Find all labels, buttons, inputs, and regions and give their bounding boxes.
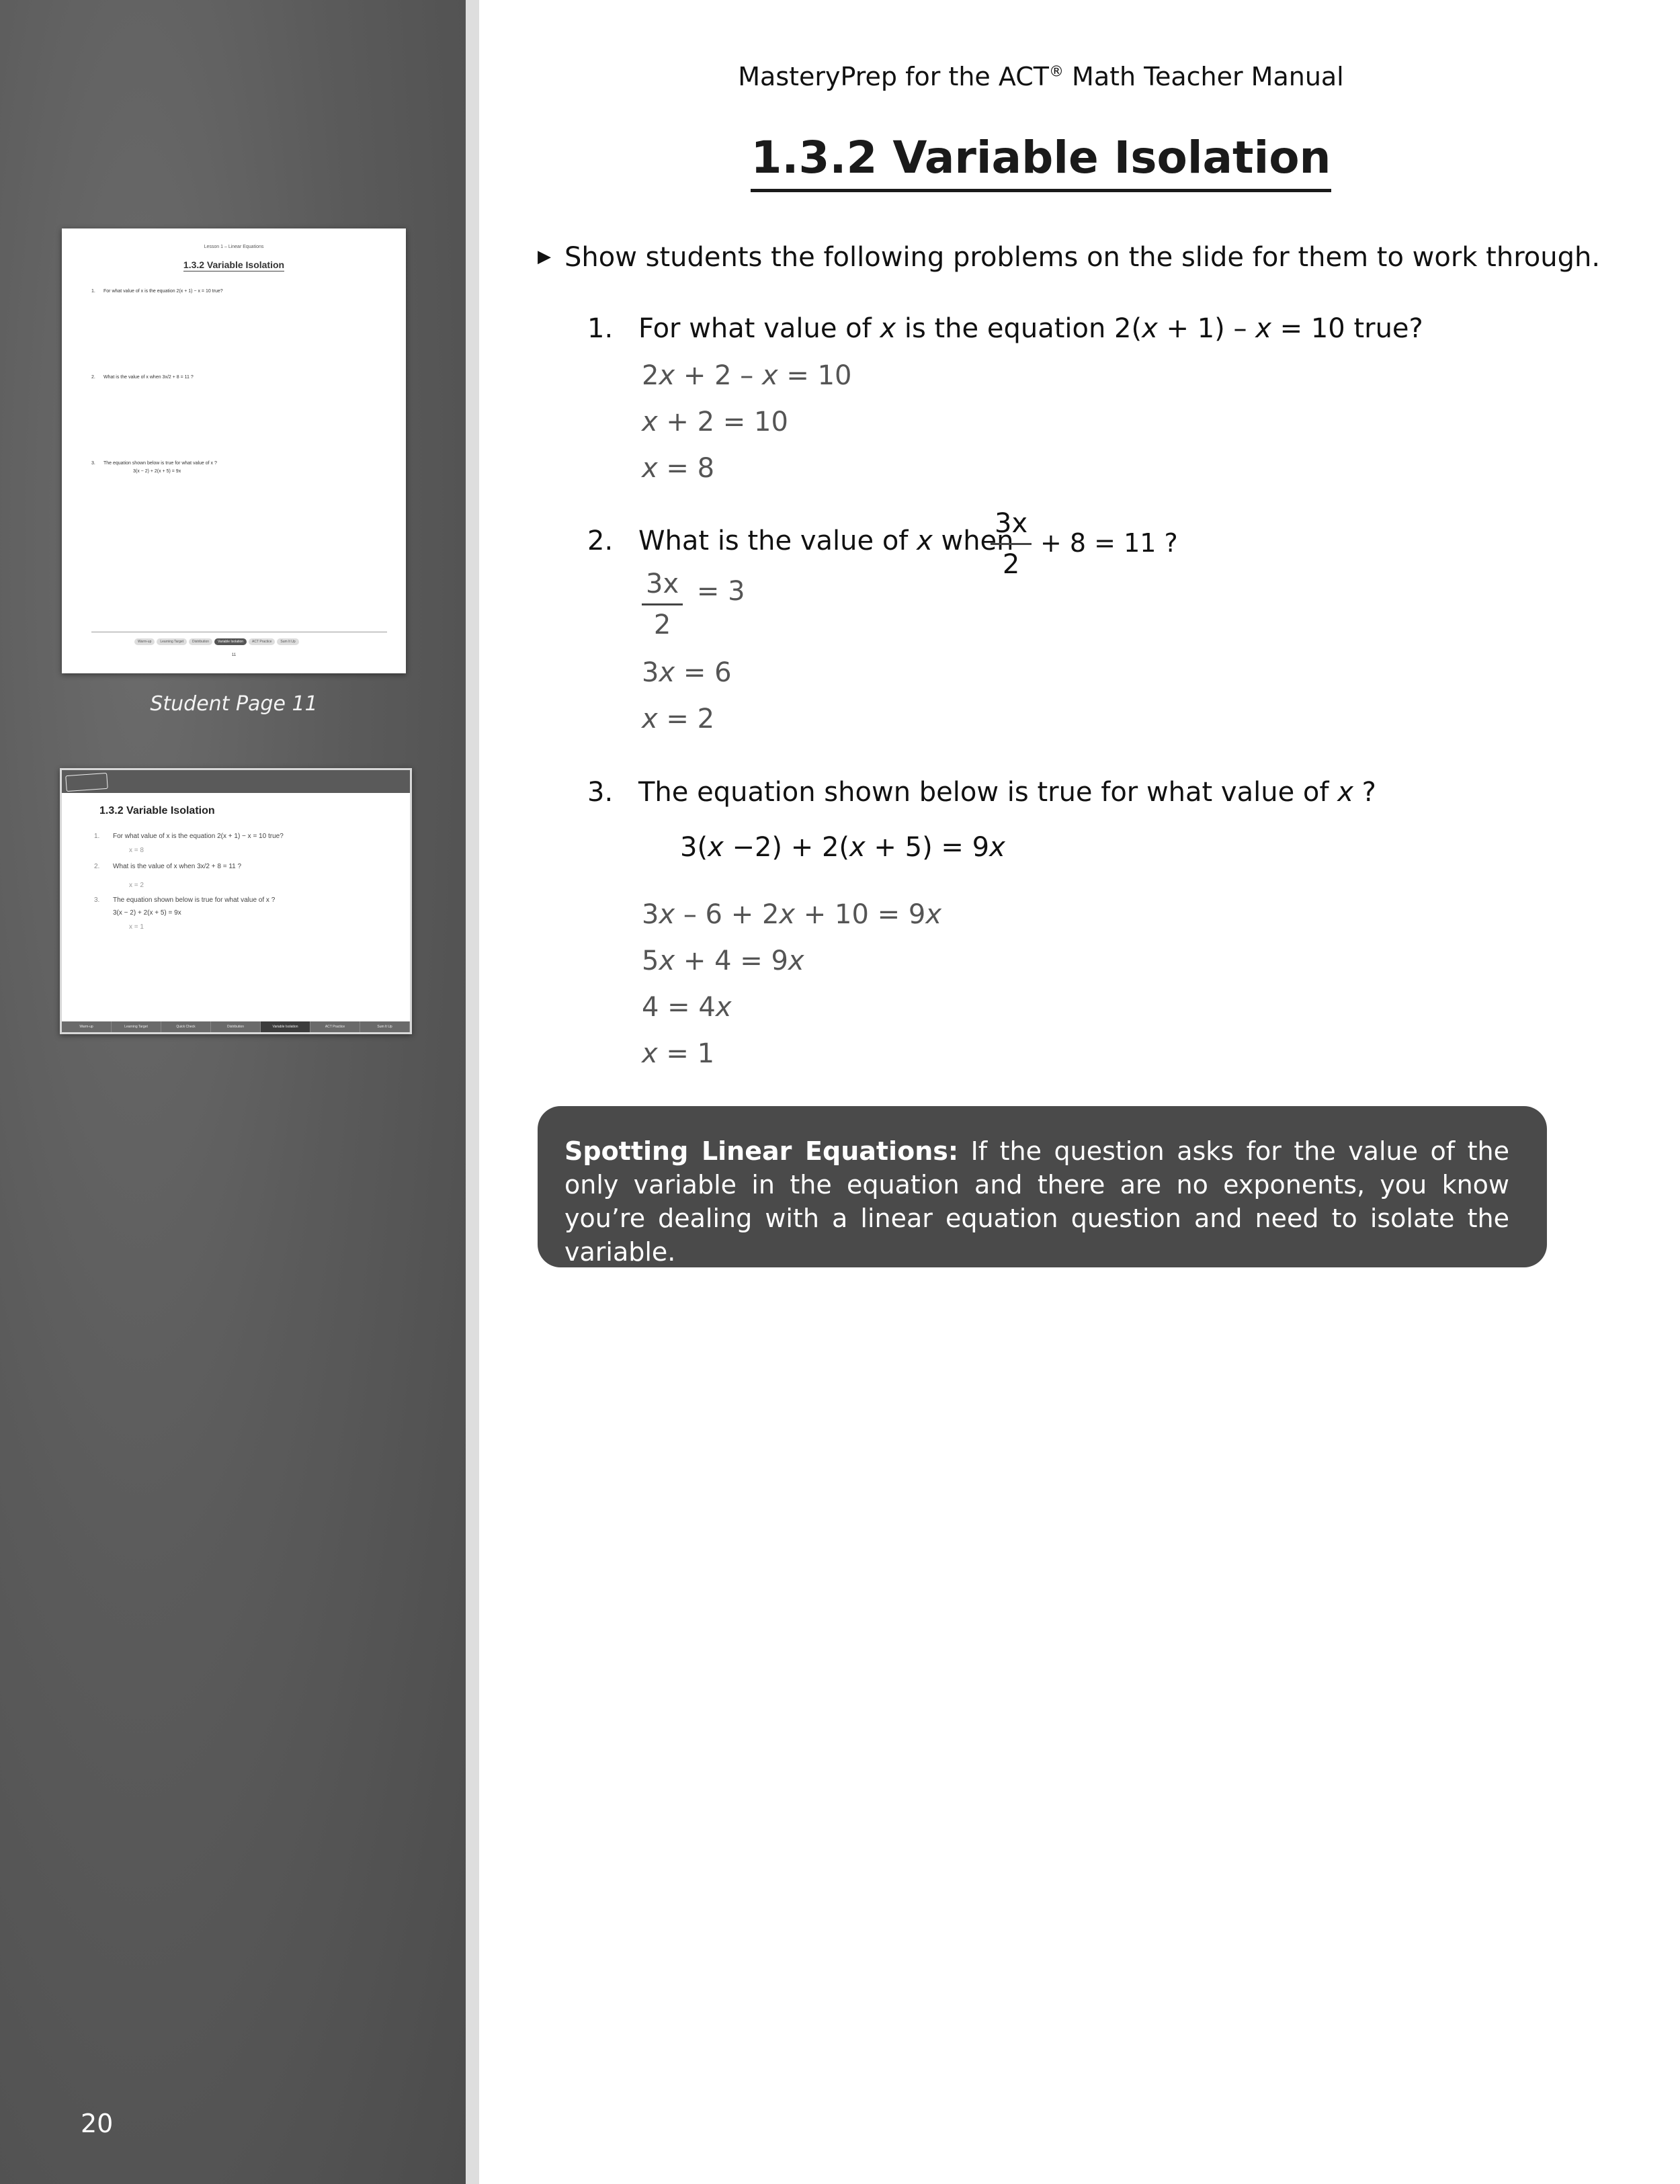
section-title: 1.3.2 Variable Isolation (479, 132, 1603, 192)
sidebar-edge (466, 0, 479, 2184)
problem-1-number: 1. (587, 313, 614, 344)
thumb-question-3-equation: 3(x − 2) + 2(x + 5) = 9x (133, 469, 181, 474)
problem-1-step-3: x = 8 (642, 453, 715, 484)
tip-callout-label: Spotting Linear Equations: (564, 1136, 959, 1166)
problem-2-question: What is the value of x when (638, 526, 1014, 556)
problem-1-question: For what value of x is the equation 2(x + 1) – x = 10 true? (638, 313, 1423, 344)
problem-3-number: 3. (587, 777, 614, 808)
student-page-thumbnail[interactable] (62, 228, 406, 673)
thumb-page-number: 11 (231, 653, 237, 657)
problem-2-fraction: $\frac{3x}{2}$ (991, 508, 1032, 580)
problem-3-step-3: 4 = 4x (642, 992, 732, 1023)
problem-2-equation-rhs: + 8 = 11 ? (1040, 528, 1178, 558)
problem-2-step-2: 3x = 6 (642, 657, 732, 688)
problem-3-step-4: x = 1 (642, 1038, 715, 1069)
slide-header-bar (62, 770, 410, 793)
slide-title: 1.3.2 Variable Isolation (99, 805, 215, 816)
problem-3-step-2: 5x + 4 = 9x (642, 946, 804, 976)
slide-question-2: 2. What is the value of x when 3x/2 + 8 = 11 ? (94, 863, 242, 870)
student-page-caption: Student Page 11 (150, 692, 318, 716)
tip-callout (538, 1106, 1547, 1267)
problem-1-step-2: x + 2 = 10 (642, 407, 788, 437)
problem-2-step-3: x = 2 (642, 704, 715, 734)
masteryprep-logo-icon (65, 773, 108, 792)
problem-2-number: 2. (587, 526, 614, 556)
thumb-nav: Warm-up Learning Target Distribution Variable Isolation ACT Practice Sum It Up (134, 638, 299, 645)
slide-answer-3: x = 1 (129, 923, 144, 931)
thumb-title: 1.3.2 Variable Isolation (183, 259, 285, 270)
problem-3-equation: 3(x −2) + 2(x + 5) = 9x (680, 832, 1005, 863)
slide-question-3: 3. The equation shown below is true for what value of x ? (94, 896, 276, 904)
slide-question-1: 1. For what value of x is the equation 2(x + 1) − x = 10 true? (94, 833, 284, 840)
slide-question-3-equation: 3(x − 2) + 2(x + 5) = 9x (113, 909, 181, 917)
problem-2-step-1: $\frac{3x}{2}$ = 3 (642, 569, 745, 640)
thumb-question-3: 3. The equation shown below is true for what value of x ? (91, 461, 217, 466)
tip-callout-text: If the question asks for the value of the only variable in the equation and there are no exponents, you know you’re dealing with a linear equation question and need to isolate the variable. (564, 1136, 1509, 1267)
thumb-lesson-label: Lesson 1 – Linear Equations (204, 245, 264, 249)
slide-answer-2: x = 2 (129, 882, 144, 889)
running-header: MasteryPrep for the ACT® Math Teacher Manual (738, 62, 1344, 91)
problem-3-step-1: 3x – 6 + 2x + 10 = 9x (642, 899, 941, 930)
triangle-bullet-icon: ▶ (538, 247, 551, 267)
problem-1-step-1: 2x + 2 – x = 10 (642, 360, 852, 391)
slide-thumbnail[interactable] (60, 768, 412, 1034)
intro-bullet: ▶ Show students the following problems on the slide for them to work through. (538, 242, 1601, 273)
thumb-question-1: 1. For what value of x is the equation 2(x + 1) − x = 10 true? (91, 289, 223, 294)
thumb-question-2: 2. What is the value of x when 3x/2 + 8 = 11 ? (91, 375, 194, 380)
sidebar (0, 0, 466, 2184)
slide-nav: Warm-up Learning Target Quick Check Distribution Variable Isolation ACT Practice Sum It Up (62, 1021, 410, 1032)
slide-answer-1: x = 8 (129, 847, 144, 854)
problem-3-question: The equation shown below is true for what value of x ? (638, 777, 1376, 808)
page-number: 20 (81, 2109, 114, 2138)
